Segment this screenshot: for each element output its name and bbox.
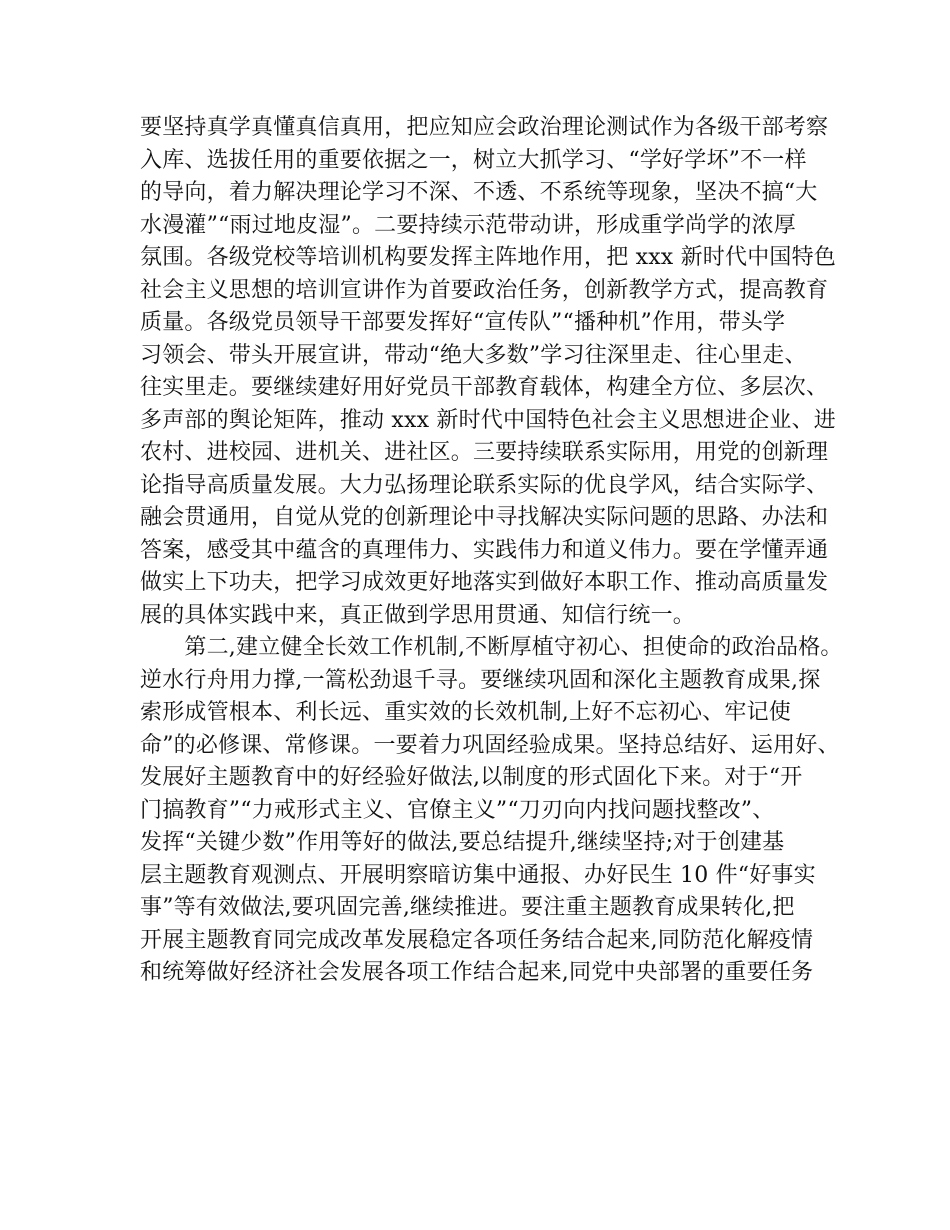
text-line: 层主题教育观测点、开展明察暗访集中通报、办好民生 10 件“好事实 xyxy=(140,862,816,888)
text-line: 论指导高质量发展。大力弘扬理论联系实际的优良学风，结合实际学、 xyxy=(140,472,829,498)
text-line: 往实里走。要继续建好用好党员干部教育载体，构建全方位、多层次、 xyxy=(140,375,829,400)
paragraph-2 xyxy=(140,632,843,990)
text-line: 做实上下功夫，把学习成效更好地落实到做好本职工作、推动高质量发 xyxy=(140,570,829,595)
text-line: 发挥“关键少数”作用等好的做法,要总结提升,继续坚持;对于创建基 xyxy=(140,830,785,855)
text-line: 门搞教育”“力戒形式主义、官僚主义”“刀刃向内找问题找整改”、 xyxy=(140,797,775,823)
text-line: 的导向，着力解决理论学习不深、不透、不系统等现象，坚决不搞“大 xyxy=(140,180,818,205)
text-line: 和统筹做好经济社会发展各项工作结合起来,同党中央部署的重要任务 xyxy=(140,960,814,985)
text-line: 命”的必修课、常修课。一要着力巩固经验成果。坚持总结好、运用好、 xyxy=(140,732,840,758)
text-line: 第二,建立健全长效工作机制,不断厚植守初心、担使命的政治品格。 xyxy=(140,635,843,660)
text-line: 质量。各级党员领导干部要发挥好“宣传队”“播种机”作用，带头学 xyxy=(140,310,786,335)
text-line: 答案，感受其中蕴含的真理伟力、实践伟力和道义伟力。要在学懂弄通 xyxy=(140,537,829,563)
text-line: 习领会、带头开展宣讲，带动“绝大多数”学习往深里走、往心里走、 xyxy=(140,342,807,368)
text-line: 事”等有效做法,要巩固完善,继续推进。要注重主题教育成果转化,把 xyxy=(140,895,795,920)
text-line: 社会主义思想的培训宣讲作为首要政治任务，创新教学方式，提高教育 xyxy=(140,277,829,303)
text-line: 融会贯通用，自觉从党的创新理论中寻找解决实际问题的思路、办法和 xyxy=(140,505,829,530)
text-line: 展的具体实践中来，真正做到学思用贯通、知信行统一。 xyxy=(140,602,696,628)
text-line: 开展主题教育同完成改革发展稳定各项任务结合起来,同防范化解疫情 xyxy=(140,927,814,953)
text-line: 氛围。各级党校等培训机构要发挥主阵地作用，把 xxx 新时代中国特色 xyxy=(140,245,837,270)
text-line: 入库、选拔任用的重要依据之一，树立大抓学习、“学好学坏”不一样 xyxy=(140,147,807,173)
text-line: 发展好主题教育中的好经验好做法,以制度的形式固化下来。对于“开 xyxy=(140,765,803,790)
text-line: 水漫灌”“雨过地皮湿”。二要持续示范带动讲，形成重学尚学的浓厚 xyxy=(140,212,796,238)
text-line: 逆水行舟用力撑,一篙松劲退千寻。要继续巩固和深化主题教育成果,探 xyxy=(140,667,821,693)
text-line: 农村、进校园、进机关、进社区。三要持续联系实际用，用党的创新理 xyxy=(140,440,829,465)
text-line: 要坚持真学真懂真信真用，把应知应会政治理论测试作为各级干部考察 xyxy=(140,115,829,140)
document-body xyxy=(140,112,843,990)
paragraph-1 xyxy=(140,112,837,632)
text-line: 多声部的舆论矩阵，推动 xxx 新时代中国特色社会主义思想进企业、进 xyxy=(140,407,837,433)
text-line: 索形成管根本、利长远、重实效的长效机制,上好不忘初心、牢记使 xyxy=(140,700,791,725)
